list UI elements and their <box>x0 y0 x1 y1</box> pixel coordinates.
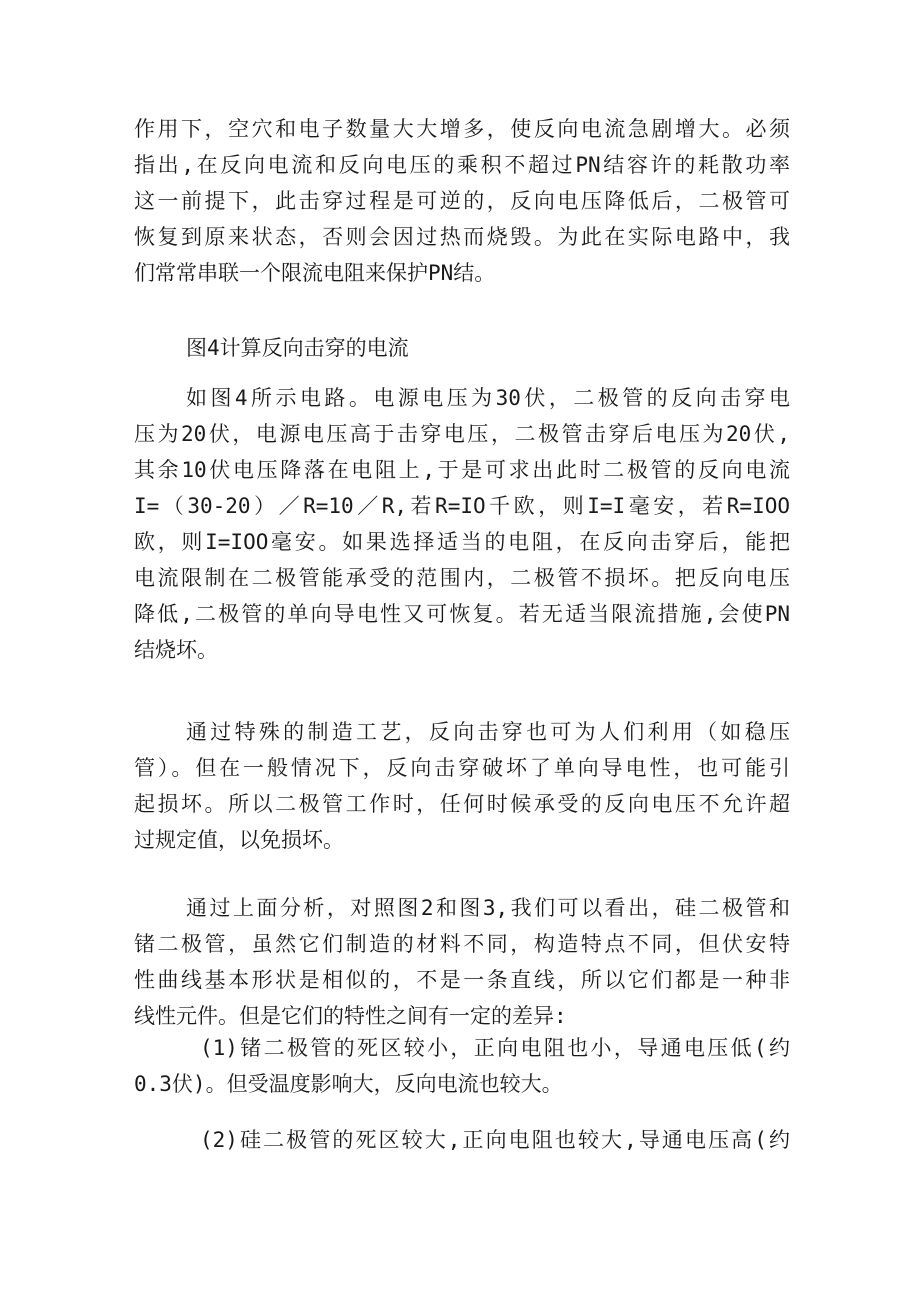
text-line: 结烧坏。 <box>134 638 218 662</box>
text-line: 如图4所示电路。电源电压为30伏，二极管的反向击穿电 <box>186 386 790 410</box>
text-line: 作用下，空穴和电子数量大大增多，使反向电流急剧增大。必须 <box>134 117 790 141</box>
text-line: 指出,在反向电流和反向电压的乘积不超过PN结容许的耗散功率 <box>134 153 790 177</box>
list-item-1: (1)锗二极管的死区较小，正向电阻也小，导通电压低(约 <box>200 1036 790 1060</box>
figure-caption: 图4计算反向击穿的电流 <box>186 336 409 360</box>
text-line: 过规定值，以免损坏。 <box>134 828 344 852</box>
text-line: 这一前提下，此击穿过程是可逆的，反向电压降低后，二极管可 <box>134 189 790 213</box>
paragraph-3 <box>134 714 790 858</box>
paragraph-5 <box>134 1030 790 1102</box>
paragraph-4 <box>134 890 790 1034</box>
text-line: 电流限制在二极管能承受的范围内，二极管不损坏。把反向电压 <box>134 566 790 590</box>
text-line: 压为20伏，电源电压高于击穿电压，二极管击穿后电压为20伏, <box>134 422 790 446</box>
text-line: 通过上面分析，对照图2和图3,我们可以看出，硅二极管和 <box>186 896 790 920</box>
text-line: 线性元件。但是它们的特性之间有一定的差异: <box>134 1004 567 1028</box>
text-line: 欧，则I=IOO毫安。如果选择适当的电阻，在反向击穿后，能把 <box>134 530 790 554</box>
text-line: 0.3伏)。但受温度影响大，反向电流也较大。 <box>134 1072 563 1096</box>
paragraph-2 <box>134 380 790 668</box>
text-line: 恢复到原来状态，否则会因过热而烧毁。为此在实际电路中，我 <box>134 225 790 249</box>
paragraph-1 <box>134 111 790 291</box>
text-line: 起损坏。所以二极管工作时，任何时候承受的反向电压不允许超 <box>134 792 790 816</box>
paragraph-6 <box>134 1122 790 1158</box>
text-line: 通过特殊的制造工艺，反向击穿也可为人们利用（如稳压 <box>186 720 790 744</box>
text-line: 锗二极管，虽然它们制造的材料不同，构造特点不同，但伏安特 <box>134 932 790 956</box>
text-line: I=（30-20）／R=10／R,若R=IO千欧，则I=I毫安，若R=IOO <box>134 494 790 518</box>
text-line: 降低,二极管的单向导电性又可恢复。若无适当限流措施,会使PN <box>134 602 790 626</box>
list-item-2: (2)硅二极管的死区较大,正向电阻也较大,导通电压高(约 <box>200 1128 790 1152</box>
text-line: 们常常串联一个限流电阻来保护PN结。 <box>134 261 496 285</box>
text-line: 管）。但在一般情况下，反向击穿破坏了单向导电性，也可能引 <box>134 756 790 780</box>
text-line: 其余10伏电压降落在电阻上,于是可求出此时二极管的反向电流 <box>134 458 790 482</box>
text-line: 性曲线基本形状是相似的，不是一条直线，所以它们都是一种非 <box>134 968 790 992</box>
